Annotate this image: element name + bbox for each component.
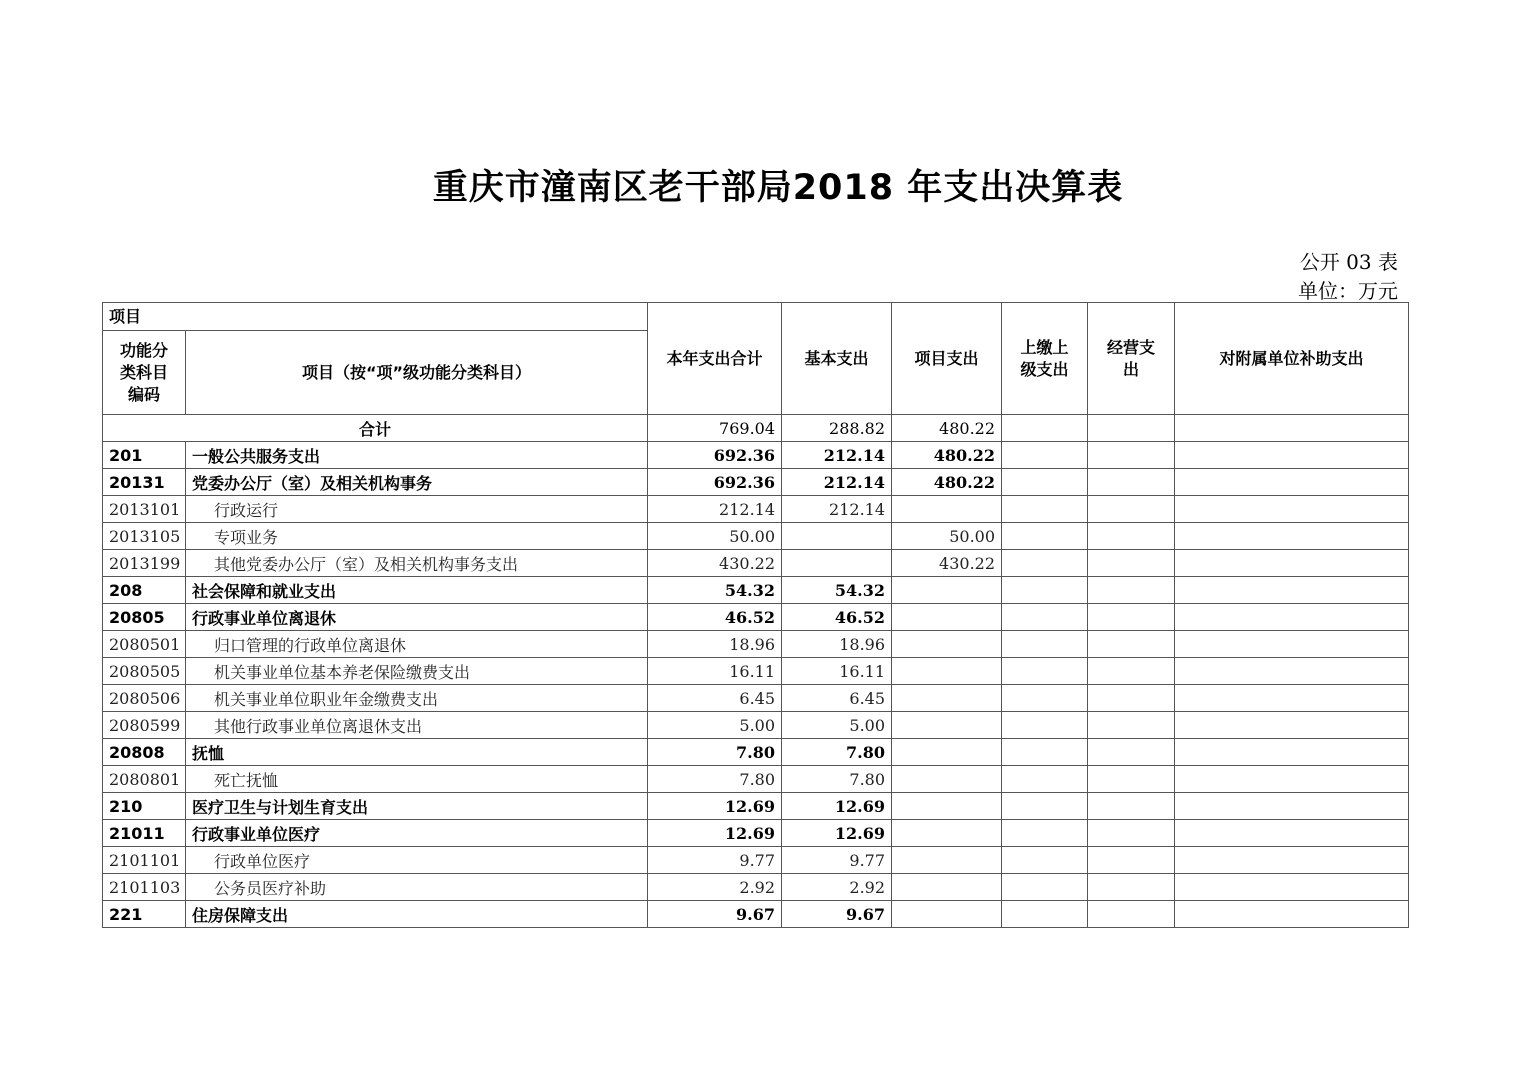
row-subsidy <box>1175 685 1409 712</box>
row-basic: 12.69 <box>782 820 892 847</box>
row-basic: 212.14 <box>782 469 892 496</box>
row-name: 机关事业单位职业年金缴费支出 <box>186 685 648 712</box>
row-item <box>892 631 1002 658</box>
row-total: 9.67 <box>648 901 782 928</box>
row-subsidy <box>1175 901 1409 928</box>
row-name: 行政运行 <box>186 496 648 523</box>
row-total: 18.96 <box>648 631 782 658</box>
row-upper <box>1002 739 1088 766</box>
row-business <box>1088 523 1175 550</box>
row-basic: 46.52 <box>782 604 892 631</box>
table-row <box>103 496 1409 523</box>
row-subsidy <box>1175 496 1409 523</box>
header-upper: 上缴上级支出 <box>1002 303 1088 415</box>
header-item: 项目支出 <box>892 303 1002 415</box>
row-code: 2013199 <box>103 550 186 577</box>
row-item <box>892 685 1002 712</box>
row-basic: 9.67 <box>782 901 892 928</box>
total-basic: 288.82 <box>782 415 892 442</box>
table-row <box>103 739 1409 766</box>
table-row <box>103 712 1409 739</box>
row-item <box>892 793 1002 820</box>
table-row <box>103 658 1409 685</box>
row-total: 54.32 <box>648 577 782 604</box>
row-business <box>1088 469 1175 496</box>
row-name: 归口管理的行政单位离退休 <box>186 631 648 658</box>
table-number: 公开 03 表 <box>1299 250 1398 274</box>
total-row <box>103 415 1409 442</box>
row-business <box>1088 685 1175 712</box>
row-subsidy <box>1175 712 1409 739</box>
row-basic: 12.69 <box>782 793 892 820</box>
row-upper <box>1002 604 1088 631</box>
page-title: 重庆市潼南区老干部局2018 年支出决算表 <box>432 168 1124 208</box>
row-name: 抚恤 <box>186 739 648 766</box>
row-code: 221 <box>103 901 186 928</box>
row-code: 201 <box>103 442 186 469</box>
row-total: 46.52 <box>648 604 782 631</box>
row-code: 2080501 <box>103 631 186 658</box>
row-code: 2080801 <box>103 766 186 793</box>
row-code: 2013101 <box>103 496 186 523</box>
row-item <box>892 712 1002 739</box>
row-subsidy <box>1175 739 1409 766</box>
row-code: 208 <box>103 577 186 604</box>
table-row <box>103 442 1409 469</box>
row-item <box>892 496 1002 523</box>
header-business: 经营支出 <box>1088 303 1175 415</box>
row-item <box>892 847 1002 874</box>
table-row <box>103 577 1409 604</box>
table-row <box>103 901 1409 928</box>
header-row-1 <box>103 303 1409 331</box>
row-item <box>892 577 1002 604</box>
row-basic: 16.11 <box>782 658 892 685</box>
row-item <box>892 820 1002 847</box>
row-upper <box>1002 847 1088 874</box>
total-amount: 769.04 <box>648 415 782 442</box>
row-business <box>1088 604 1175 631</box>
table-row <box>103 685 1409 712</box>
total-subsidy <box>1175 415 1409 442</box>
row-item: 430.22 <box>892 550 1002 577</box>
row-item <box>892 766 1002 793</box>
row-subsidy <box>1175 820 1409 847</box>
row-code: 21011 <box>103 820 186 847</box>
header-project: 项目 <box>103 303 648 331</box>
row-upper <box>1002 901 1088 928</box>
row-total: 5.00 <box>648 712 782 739</box>
row-item <box>892 874 1002 901</box>
row-business <box>1088 793 1175 820</box>
row-basic: 9.77 <box>782 847 892 874</box>
row-business <box>1088 712 1175 739</box>
row-total: 7.80 <box>648 766 782 793</box>
table-row <box>103 550 1409 577</box>
table-row <box>103 793 1409 820</box>
row-name: 专项业务 <box>186 523 648 550</box>
row-business <box>1088 631 1175 658</box>
row-code: 2080505 <box>103 658 186 685</box>
row-name: 机关事业单位基本养老保险缴费支出 <box>186 658 648 685</box>
row-item <box>892 739 1002 766</box>
row-basic <box>782 550 892 577</box>
table-row <box>103 469 1409 496</box>
row-upper <box>1002 712 1088 739</box>
row-business <box>1088 847 1175 874</box>
row-name: 党委办公厅（室）及相关机构事务 <box>186 469 648 496</box>
table-row <box>103 766 1409 793</box>
row-upper <box>1002 874 1088 901</box>
row-upper <box>1002 658 1088 685</box>
table-row <box>103 874 1409 901</box>
row-total: 692.36 <box>648 442 782 469</box>
row-item: 50.00 <box>892 523 1002 550</box>
row-upper <box>1002 685 1088 712</box>
row-upper <box>1002 550 1088 577</box>
row-name: 行政事业单位医疗 <box>186 820 648 847</box>
row-subsidy <box>1175 577 1409 604</box>
header-name: 项目（按“项”级功能分类科目） <box>186 331 648 415</box>
row-name: 其他行政事业单位离退休支出 <box>186 712 648 739</box>
row-upper <box>1002 820 1088 847</box>
row-subsidy <box>1175 847 1409 874</box>
row-business <box>1088 766 1175 793</box>
row-basic: 212.14 <box>782 496 892 523</box>
row-business <box>1088 496 1175 523</box>
row-subsidy <box>1175 550 1409 577</box>
header-code: 功能分类科目编码 <box>103 331 186 415</box>
row-subsidy <box>1175 442 1409 469</box>
row-name: 死亡抚恤 <box>186 766 648 793</box>
row-item <box>892 658 1002 685</box>
row-item: 480.22 <box>892 442 1002 469</box>
row-subsidy <box>1175 523 1409 550</box>
table-row <box>103 631 1409 658</box>
row-subsidy <box>1175 604 1409 631</box>
row-total: 12.69 <box>648 793 782 820</box>
row-code: 2080599 <box>103 712 186 739</box>
row-basic: 7.80 <box>782 739 892 766</box>
row-code: 210 <box>103 793 186 820</box>
row-code: 20808 <box>103 739 186 766</box>
row-upper <box>1002 442 1088 469</box>
row-total: 12.69 <box>648 820 782 847</box>
row-subsidy <box>1175 658 1409 685</box>
row-total: 50.00 <box>648 523 782 550</box>
header-total: 本年支出合计 <box>648 303 782 415</box>
row-total: 212.14 <box>648 496 782 523</box>
row-name: 一般公共服务支出 <box>186 442 648 469</box>
row-basic: 18.96 <box>782 631 892 658</box>
row-code: 20805 <box>103 604 186 631</box>
row-name: 行政单位医疗 <box>186 847 648 874</box>
row-item <box>892 901 1002 928</box>
row-upper <box>1002 523 1088 550</box>
row-business <box>1088 577 1175 604</box>
row-item: 480.22 <box>892 469 1002 496</box>
header-subsidy: 对附属单位补助支出 <box>1175 303 1409 415</box>
row-subsidy <box>1175 631 1409 658</box>
row-total: 16.11 <box>648 658 782 685</box>
row-basic <box>782 523 892 550</box>
row-name: 住房保障支出 <box>186 901 648 928</box>
row-basic: 6.45 <box>782 685 892 712</box>
row-name: 医疗卫生与计划生育支出 <box>186 793 648 820</box>
row-basic: 54.32 <box>782 577 892 604</box>
row-code: 2013105 <box>103 523 186 550</box>
row-code: 2101103 <box>103 874 186 901</box>
row-business <box>1088 820 1175 847</box>
row-total: 9.77 <box>648 847 782 874</box>
row-total: 430.22 <box>648 550 782 577</box>
row-business <box>1088 739 1175 766</box>
expenditure-table <box>102 302 1409 928</box>
row-upper <box>1002 766 1088 793</box>
row-upper <box>1002 496 1088 523</box>
row-business <box>1088 901 1175 928</box>
unit-label: 单位：万元 <box>1298 279 1398 303</box>
row-basic: 2.92 <box>782 874 892 901</box>
row-business <box>1088 550 1175 577</box>
row-upper <box>1002 469 1088 496</box>
total-business <box>1088 415 1175 442</box>
row-code: 20131 <box>103 469 186 496</box>
row-subsidy <box>1175 793 1409 820</box>
total-label: 合计 <box>103 415 648 442</box>
row-business <box>1088 442 1175 469</box>
row-code: 2080506 <box>103 685 186 712</box>
row-subsidy <box>1175 766 1409 793</box>
row-upper <box>1002 793 1088 820</box>
table-row <box>103 604 1409 631</box>
row-upper <box>1002 631 1088 658</box>
row-subsidy <box>1175 874 1409 901</box>
row-total: 7.80 <box>648 739 782 766</box>
row-name: 行政事业单位离退休 <box>186 604 648 631</box>
row-name: 公务员医疗补助 <box>186 874 648 901</box>
row-business <box>1088 658 1175 685</box>
row-basic: 212.14 <box>782 442 892 469</box>
row-business <box>1088 874 1175 901</box>
row-item <box>892 604 1002 631</box>
row-name: 社会保障和就业支出 <box>186 577 648 604</box>
table-row <box>103 847 1409 874</box>
row-total: 2.92 <box>648 874 782 901</box>
row-code: 2101101 <box>103 847 186 874</box>
row-upper <box>1002 577 1088 604</box>
row-total: 692.36 <box>648 469 782 496</box>
table-row <box>103 820 1409 847</box>
row-subsidy <box>1175 469 1409 496</box>
total-upper <box>1002 415 1088 442</box>
row-name: 其他党委办公厅（室）及相关机构事务支出 <box>186 550 648 577</box>
total-item: 480.22 <box>892 415 1002 442</box>
row-total: 6.45 <box>648 685 782 712</box>
row-basic: 7.80 <box>782 766 892 793</box>
table-row <box>103 523 1409 550</box>
header-basic: 基本支出 <box>782 303 892 415</box>
row-basic: 5.00 <box>782 712 892 739</box>
